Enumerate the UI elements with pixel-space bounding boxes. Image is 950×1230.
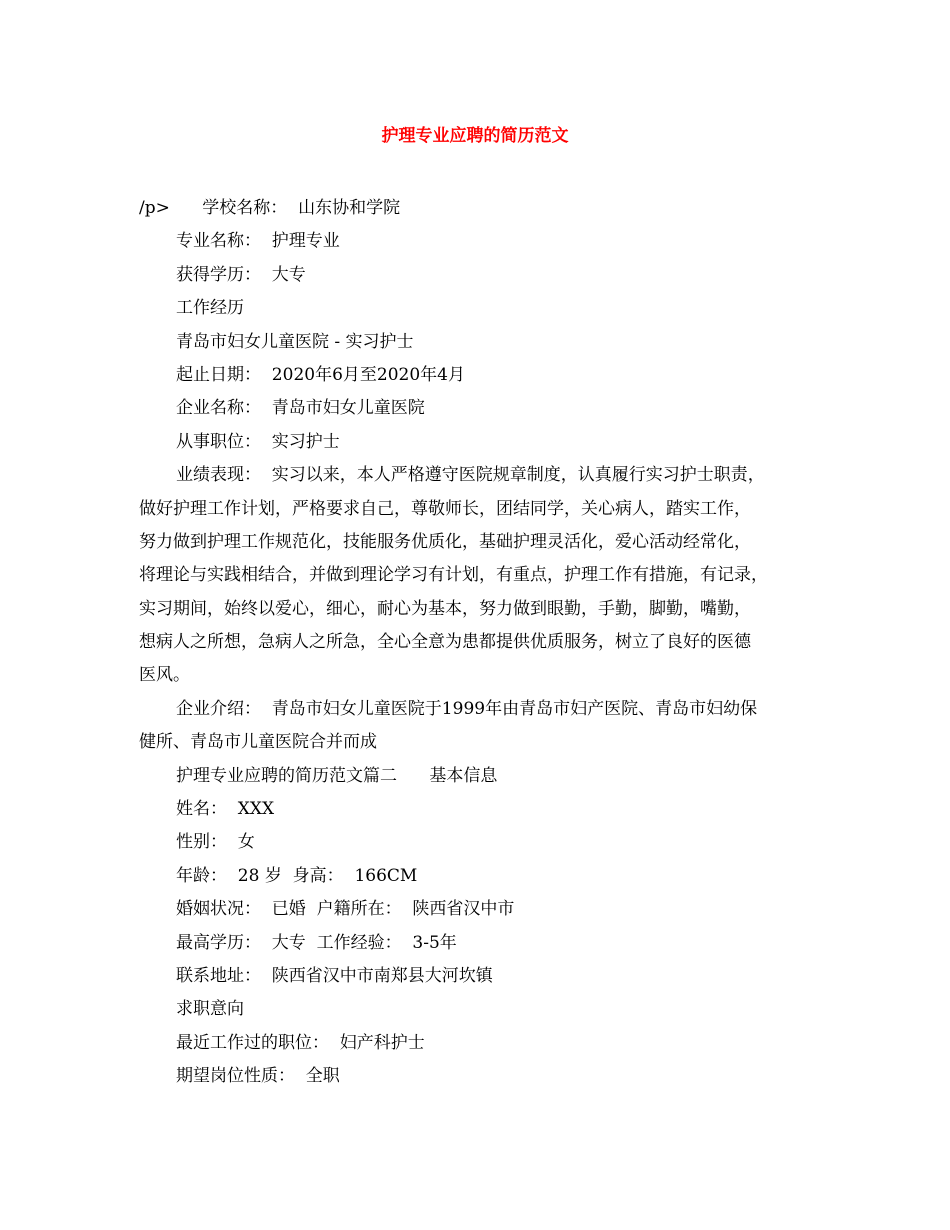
- school-line: /p> 学校名称： 山东协和学院: [139, 198, 401, 218]
- job-intent-heading: 求职意向: [176, 999, 244, 1020]
- address-line: 联系地址： 陕西省汉中市南郑县大河坎镇: [176, 965, 493, 986]
- performance-line: 实习期间，始终以爱心，细心，耐心为基本，努力做到眼勤，手勤，脚勤，嘴勤，: [139, 598, 751, 619]
- section2-heading: 护理专业应聘的简历范文篇二 基本信息: [176, 765, 498, 786]
- age-height-line: 年龄： 28 岁 身高： 166CM: [176, 865, 418, 886]
- recent-position-line: 最近工作过的职位： 妇产科护士: [176, 1032, 425, 1053]
- company-line: 企业名称： 青岛市妇女儿童医院: [176, 398, 425, 419]
- company-intro-line: 企业介绍： 青岛市妇女儿童医院于1999年由青岛市妇产医院、青岛市妇幼保: [176, 698, 758, 719]
- company-intro-line: 健所、青岛市儿童医院合并而成: [139, 732, 377, 753]
- dates-line: 起止日期： 2020年6月至2020年4月: [176, 364, 465, 385]
- job-title-line: 青岛市妇女儿童医院 - 实习护士: [176, 331, 414, 352]
- performance-line: 医风。: [139, 665, 190, 686]
- performance-line: 做好护理工作计划，严格要求自己，尊敬师长，团结同学，关心病人，踏实工作，: [139, 498, 751, 519]
- work-experience-heading: 工作经历: [176, 298, 244, 319]
- document-body: [139, 192, 839, 1094]
- performance-line: 想病人之所想，急病人之所急，全心全意为患都提供优质服务，树立了良好的医德: [139, 632, 751, 653]
- document-title: 护理专业应聘的简历范文: [381, 126, 569, 146]
- education-experience-line: 最高学历： 大专 工作经验： 3-5年: [176, 932, 457, 953]
- gender-line: 性别： 女: [176, 832, 255, 853]
- name-line: 姓名： XXX: [176, 799, 275, 820]
- performance-line: 努力做到护理工作规范化，技能服务优质化，基础护理灵活化，爱心活动经常化，: [139, 531, 751, 552]
- expected-type-line: 期望岗位性质： 全职: [176, 1066, 340, 1087]
- position-line: 从事职位： 实习护士: [176, 431, 340, 452]
- marital-hukou-line: 婚姻状况： 已婚 户籍所在： 陕西省汉中市: [176, 899, 515, 920]
- degree-line: 获得学历： 大专: [176, 264, 306, 285]
- performance-line: 业绩表现： 实习以来，本人严格遵守医院规章制度，认真履行实习护士职责，: [176, 465, 765, 486]
- performance-line: 将理论与实践相结合，并做到理论学习有计划，有重点，护理工作有措施，有记录，: [139, 565, 768, 586]
- major-line: 专业名称： 护理专业: [176, 231, 340, 252]
